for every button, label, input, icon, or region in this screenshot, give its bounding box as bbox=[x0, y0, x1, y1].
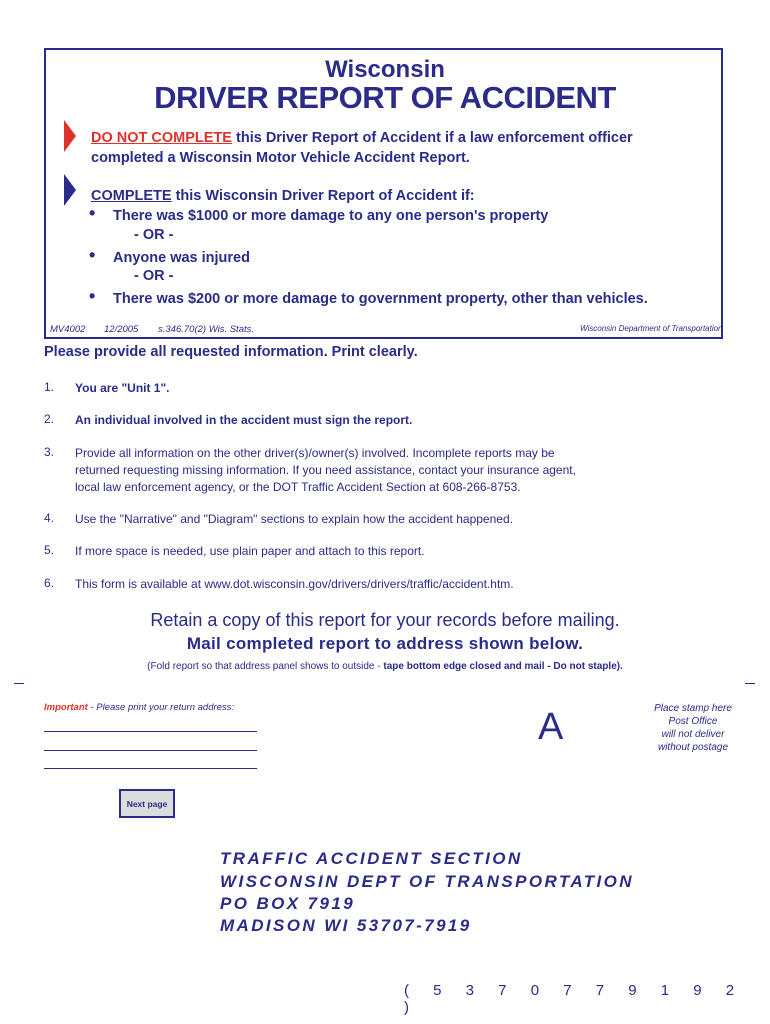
blue-arrow-icon bbox=[64, 174, 76, 206]
item-number: 3. bbox=[44, 445, 55, 459]
fold-text-bold: tape bottom edge closed and mail - Do not staple). bbox=[383, 661, 623, 672]
item-number: 6. bbox=[44, 576, 55, 590]
next-page-button[interactable]: Next page bbox=[119, 789, 175, 818]
stamp-area bbox=[648, 702, 738, 754]
state-name: Wisconsin bbox=[325, 56, 445, 83]
condition-2: Anyone was injured bbox=[113, 250, 250, 266]
return-address-prompt bbox=[44, 702, 234, 713]
fold-mark bbox=[14, 683, 24, 684]
or-separator: - OR - bbox=[134, 227, 174, 243]
retain-copy-note: Retain a copy of this report for your records before mailing. bbox=[150, 610, 620, 630]
do-not-complete-label: DO NOT COMPLETE bbox=[91, 130, 232, 146]
condition-3: There was $200 or more damage to government property, other than vehicles. bbox=[113, 291, 648, 307]
item-number: 1. bbox=[44, 380, 55, 394]
do-not-complete-text-2: completed a Wisconsin Motor Vehicle Accident Report. bbox=[91, 150, 470, 166]
red-arrow-icon bbox=[64, 120, 76, 152]
complete-text: this Wisconsin Driver Report of Accident if: bbox=[171, 188, 475, 204]
address-line: TRAFFIC ACCIDENT SECTION bbox=[220, 849, 523, 868]
return-address-line[interactable] bbox=[44, 768, 257, 769]
mail-instruction: Mail completed report to address shown below. bbox=[186, 634, 584, 653]
instruction-item: An individual involved in the accident must sign the report. bbox=[75, 413, 413, 427]
letter-marker: A bbox=[538, 706, 564, 748]
bullet-icon: • bbox=[89, 286, 96, 306]
instruction-item: You are "Unit 1". bbox=[75, 381, 170, 395]
do-not-complete-notice bbox=[91, 128, 633, 168]
return-address-line[interactable] bbox=[44, 731, 257, 732]
fold-instruction bbox=[0, 661, 770, 672]
or-separator: - OR - bbox=[134, 268, 174, 284]
address-line: WISCONSIN DEPT OF TRANSPORTATION bbox=[220, 872, 634, 891]
return-address-line[interactable] bbox=[44, 750, 257, 751]
stamp-line: without postage bbox=[657, 742, 729, 753]
do-not-complete-text: this Driver Report of Accident if a law enforcement officer bbox=[231, 130, 633, 146]
item-number: 2. bbox=[44, 412, 55, 426]
stamp-line: Place stamp here bbox=[654, 703, 732, 714]
item-number: 5. bbox=[44, 543, 55, 557]
complete-notice bbox=[91, 186, 475, 206]
bullet-icon: • bbox=[89, 245, 96, 265]
statute: s.346.70(2) Wis. Stats. bbox=[158, 324, 255, 335]
instruction-item: Use the "Narrative" and "Diagram" sections to explain how the accident happened. bbox=[75, 512, 513, 526]
address-line: MADISON WI 53707-7919 bbox=[220, 916, 472, 935]
form-id: MV4002 bbox=[50, 324, 86, 335]
condition-1: There was $1000 or more damage to any one person's property bbox=[113, 208, 549, 224]
instruction-item: This form is available at www.dot.wisconsin.gov/drivers/drivers/traffic/accident.htm. bbox=[75, 577, 514, 591]
postal-code-readout: ( 5 3 7 0 7 7 9 1 9 2 ) bbox=[404, 982, 745, 1016]
stamp-line: will not deliver bbox=[661, 729, 725, 740]
item-number: 4. bbox=[44, 511, 55, 525]
agency-name: Wisconsin Department of Transportation bbox=[580, 324, 723, 333]
important-label: Important bbox=[44, 702, 88, 713]
fold-text: (Fold report so that address panel shows to outside - bbox=[147, 661, 384, 672]
stamp-line: Post Office bbox=[668, 716, 718, 727]
instruction-item: If more space is needed, use plain paper and attach to this report. bbox=[75, 544, 425, 558]
instructions-heading: Please provide all requested information. Print clearly. bbox=[44, 344, 418, 360]
address-line: PO BOX 7919 bbox=[220, 894, 356, 913]
fold-mark bbox=[745, 683, 755, 684]
important-text: - Please print your return address: bbox=[87, 702, 235, 713]
form-date: 12/2005 bbox=[104, 324, 139, 335]
page-title: DRIVER REPORT OF ACCIDENT bbox=[154, 80, 616, 115]
bullet-icon: • bbox=[89, 203, 96, 223]
instruction-item: Provide all information on the other driver(s)/owner(s) involved. Incomplete reports may be returned requesting missing information. If you need assistance, contact your insurance agent, local law enforcement agency, or the DOT Traffic Accident Section at 608-266-8753. bbox=[75, 446, 576, 494]
complete-label: COMPLETE bbox=[91, 188, 172, 204]
